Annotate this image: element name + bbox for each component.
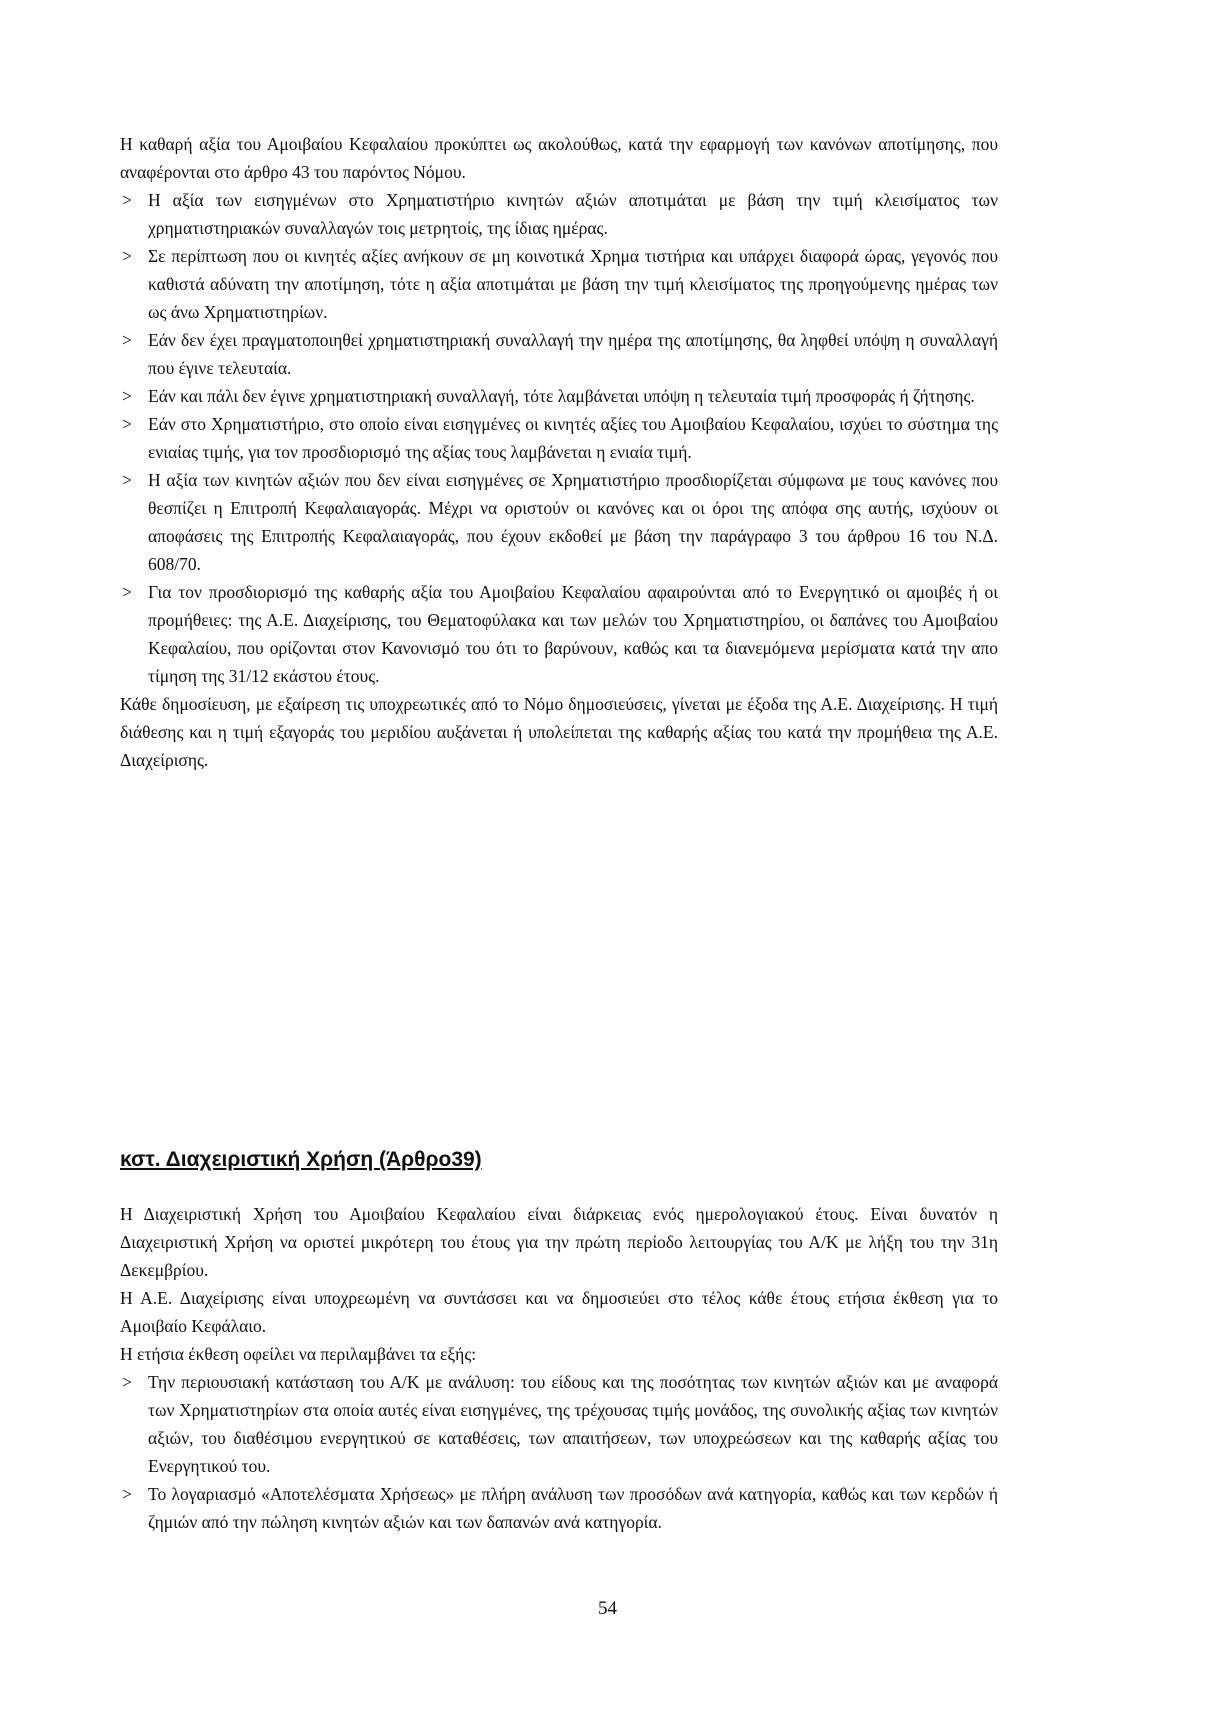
bullet-arrow-icon: >: [122, 1372, 132, 1392]
list-item: > Η αξία των κινητών αξιών που δεν είναι εισηγμένες σε Χρηματιστήριο προσδιορίζεται σύμφωνα με τους κανόνες που θεσπίζει η Επιτροπή Κεφαλαιαγοράς. Μέχρι να οριστούν οι κανόνες και οι όροι της απόφα σης αυτής, ισχύουν οι αποφάσεις της Επιτροπής Κεφαλαιαγοράς, που έχουν εκδοθεί με βάση την παράγραφο 3 του άρθρου 16 του Ν.Δ. 608/70.: [120, 466, 998, 578]
bullet-arrow-icon: >: [122, 246, 132, 266]
list-item: > Σε περίπτωση που οι κινητές αξίες ανήκουν σε μη κοινοτικά Χρημα τιστήρια και υπάρχει διαφορά ώρας, γεγονός που καθιστά αδύνατη την αποτίμηση, τότε η αξία αποτιμάται με βάση την τιμή κλεισίματος της προηγούμενης ημέρας των ως άνω Χρηματιστηρίων.: [120, 242, 998, 326]
bullet-arrow-icon: >: [122, 582, 132, 602]
list-item: > Εάν στο Χρηματιστήριο, στο οποίο είναι εισηγμένες οι κινητές αξίες του Αμοιβαίου Κεφαλαίου, ισχύει το σύστημα της ενιαίας τιμής, για τον προσδιορισμό της αξίας τους λαμβάνεται η ενιαία τιμή.: [120, 410, 998, 466]
management-year-paragraph: Η Διαχειριστική Χρήση του Αμοιβαίου Κεφαλαίου είναι διάρκειας ενός ημερολογιακού έτους. Είναι δυνατόν η Διαχειριστική Χρήση να οριστεί μικρότερη του έτους για την πρώτη περίοδο λειτουργίας του Α/Κ με λήξη του την 31η Δεκεμβρίου.: [120, 1204, 998, 1280]
list-item: > Η αξία των εισηγμένων στο Χρηματιστήριο κινητών αξιών αποτιμάται με βάση την τιμή κλεισίματος των χρηματιστηριακών συναλλαγών τοις μετρητοίς, της ίδιας ημέρας.: [120, 186, 998, 242]
report-contents-list: [120, 1368, 998, 1536]
section-heading: κστ. Διαχειριστική Χρήση (Άρθρο39): [120, 1148, 482, 1171]
page-number: 54: [598, 1598, 617, 1619]
bullet-arrow-icon: >: [122, 386, 132, 406]
report-obligation-paragraph: Η Α.Ε. Διαχείρισης είναι υποχρεωμένη να συντάσσει και να δημοσιεύει στο τέλος κάθε έτους ετήσια έκθεση για το Αμοιβαίο Κεφάλαιο.: [120, 1288, 998, 1336]
list-item: > Εάν δεν έχει πραγματοποιηθεί χρηματιστηριακή συναλλαγή την ημέρα της αποτίμησης, θα ληφθεί υπόψη η συναλλαγή που έγινε τελευταία.: [120, 326, 998, 382]
list-item: > Την περιουσιακή κατάσταση του Α/Κ με ανάλυση: του είδους και της ποσότητας των κινητών αξιών και με αναφορά των Χρηματιστηρίων στα οποία αυτές είναι εισηγμένες, της τρέχουσας τιμής μονάδος, της συνολικής αξίας των κινητών αξιών, του διαθέσιμου ενεργητικού σε καταθέσεις, των απαιτήσεων, των υποχρεώσεων και της καθαρής αξίας του Ενεργητικού του.: [120, 1368, 998, 1480]
report-contents-intro: Η ετήσια έκθεση οφείλει να περιλαμβάνει τα εξής:: [120, 1344, 477, 1364]
publication-paragraph: Κάθε δημοσίευση, με εξαίρεση τις υποχρεωτικές από το Νόμο δημοσιεύσεις, γίνεται με έξοδα της Α.Ε. Διαχείρισης. Η τιμή διάθεσης και η τιμή εξαγοράς του μεριδίου αυξάνεται ή υπολείπεται της καθαρής αξίας του κατά την προμήθεια της Α.Ε. Διαχείρισης.: [120, 694, 998, 770]
bullet-arrow-icon: >: [122, 1484, 132, 1504]
bullet-arrow-icon: >: [122, 190, 132, 210]
intro-paragraph: Η καθαρή αξία του Αμοιβαίου Κεφαλαίου προκύπτει ως ακολούθως, κατά την εφαρμογή των κανόνων αποτίμησης, που αναφέρονται στο άρθρο 43 του παρόντος Νόμου.: [120, 134, 998, 182]
bullet-arrow-icon: >: [122, 414, 132, 434]
list-item: > Το λογαριασμό «Αποτελέσματα Χρήσεως» με πλήρη ανάλυση των προσόδων ανά κατηγορία, καθώς και των κερδών ή ζημιών από την πώληση κινητών αξιών και των δαπανών ανά κατηγορία.: [120, 1480, 998, 1536]
valuation-rules-list: [120, 186, 998, 690]
section-management-year: [120, 1200, 998, 1536]
section-valuation: [120, 130, 998, 774]
list-item: > Εάν και πάλι δεν έγινε χρηματιστηριακή συναλλαγή, τότε λαμβάνεται υπόψη η τελευταία τιμή προσφοράς ή ζήτησης.: [120, 382, 998, 410]
list-item: > Για τον προσδιορισμό της καθαρής αξία του Αμοιβαίου Κεφαλαίου αφαιρούνται από το Ενεργητικό οι αμοιβές ή οι προμήθειες: της Α.Ε. Διαχείρισης, του Θεματοφύλακα και των μελών του Χρηματιστηρίου, οι δαπάνες του Αμοιβαίου Κεφαλαίου, που ορίζονται στον Κανονισμό του ότι το βαρύνουν, καθώς και τα διανεμόμενα μερίσματα κατά την απο τίμηση της 31/12 εκάστου έτους.: [120, 578, 998, 690]
bullet-arrow-icon: >: [122, 330, 132, 350]
bullet-arrow-icon: >: [122, 470, 132, 490]
